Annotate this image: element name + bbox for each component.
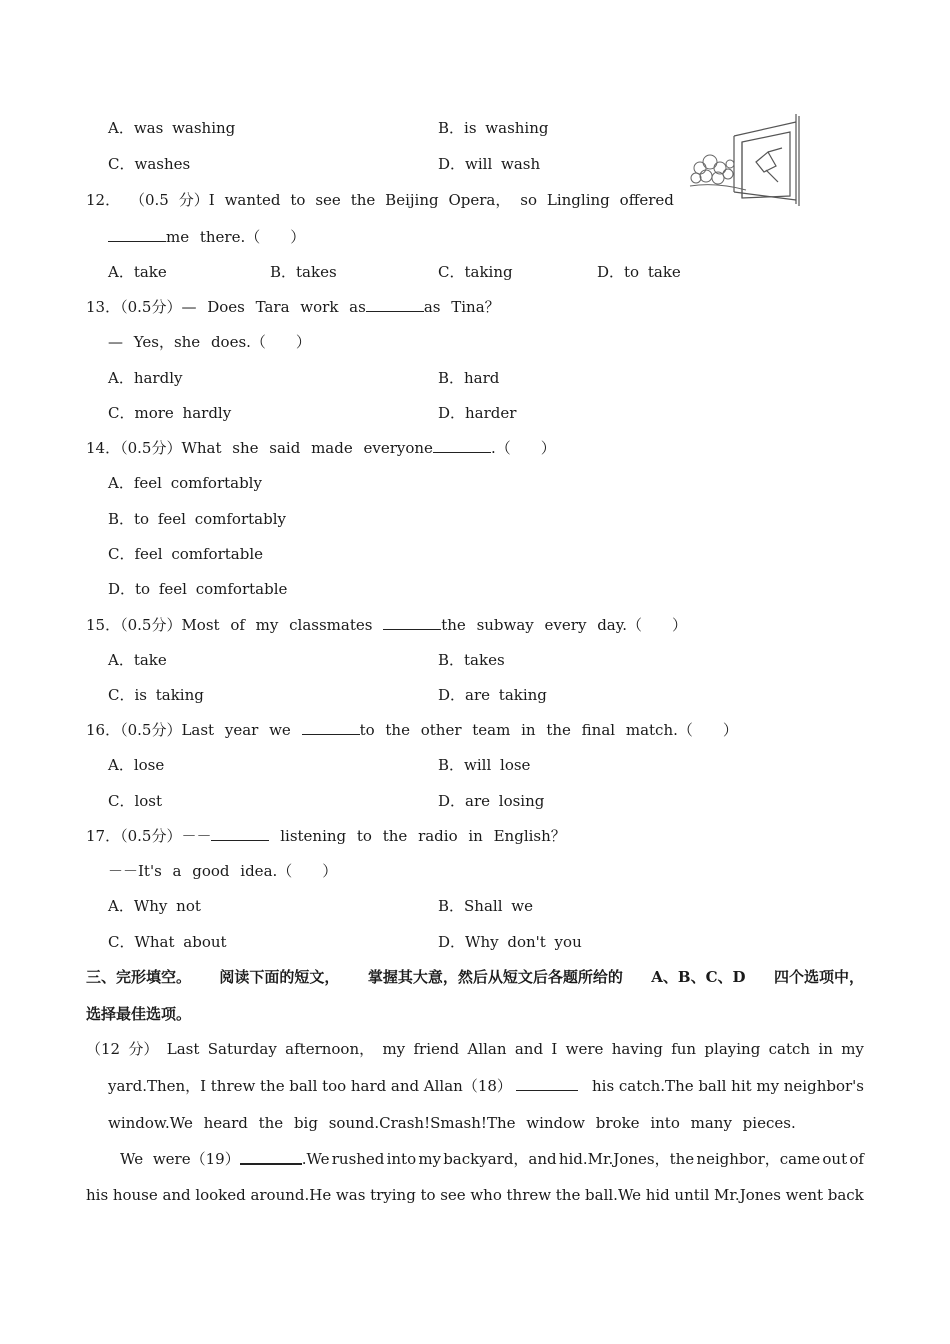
passage-word: Allan — [467, 1040, 507, 1058]
section3-heading-part: A、B、C、D — [651, 968, 746, 986]
q12-word: 分）I — [178, 191, 215, 209]
q15-option-a: A．take — [108, 651, 167, 669]
passage-word: Mr.Jones — [714, 1186, 781, 1204]
passage-word: my — [418, 1150, 442, 1168]
passage-word: yard.Then，I — [108, 1077, 207, 1095]
passage-line — [86, 1185, 864, 1205]
passage-word: my — [382, 1040, 406, 1058]
passage-word: see — [440, 1186, 466, 1204]
passage-word: playing — [704, 1040, 761, 1058]
passage-line: window.We heard the big sound.Crash!Smash!The window broke into many pieces. — [108, 1114, 796, 1132]
passage-word: the — [260, 1077, 285, 1095]
passage-word: .We — [301, 1150, 330, 1168]
passage-word: the — [555, 1186, 581, 1204]
passage-word: catch — [768, 1040, 811, 1058]
passage-word: trying — [370, 1186, 416, 1204]
q17-option-c: C．What about — [108, 933, 227, 951]
passage-word: 分） — [128, 1040, 159, 1058]
section3-heading-line2: 选择最佳选项。 — [86, 1005, 192, 1023]
passage-word: in — [818, 1040, 833, 1058]
q13-option-b: B．hard — [438, 369, 500, 387]
q12-word: offered — [619, 191, 674, 209]
q11-option-b: B．is washing — [438, 119, 549, 137]
q12-word: Beijing — [385, 191, 439, 209]
q15-stem: 15．（0.5分）Most of my classmates the subway every day.（ ） — [86, 616, 687, 634]
passage-word: his — [86, 1186, 109, 1204]
passage-word: and — [162, 1186, 191, 1204]
passage-word: Last — [166, 1040, 200, 1058]
section3-heading-part: 四个选项中， — [773, 968, 864, 986]
q16-option-a: A．lose — [108, 756, 165, 774]
passage-word: hid.Mr.Jones，the — [558, 1150, 695, 1168]
passage-word: until — [674, 1186, 710, 1204]
passage-word: backyard，and — [443, 1150, 557, 1168]
q16-option-d: D．are losing — [438, 792, 545, 810]
passage-word: into — [386, 1150, 417, 1168]
q12-word: to — [290, 191, 306, 209]
section3-heading-part: 阅读下面的短文， — [219, 968, 340, 986]
passage-word: neighbor，came — [696, 1150, 821, 1168]
window-illustration — [686, 112, 802, 208]
passage-word: back — [827, 1186, 864, 1204]
passage-word: too — [322, 1077, 347, 1095]
q14-stem: 14．（0.5分）What she said made everyone .（ ） — [86, 439, 556, 457]
passage-word: threw — [210, 1077, 256, 1095]
passage-word: fun — [671, 1040, 697, 1058]
q13-reply: — Yes，she does.（ ） — [108, 333, 311, 351]
q12-stem-line2: me there.（ ） — [108, 227, 305, 247]
q13-option-d: D．harder — [438, 404, 517, 422]
q13-option-c: C．more hardly — [108, 404, 232, 422]
section3-heading-part: 掌握其大意，然后从短文后各题所给的 — [367, 968, 623, 986]
passage-word: and — [390, 1077, 420, 1095]
passage-word: was — [335, 1186, 366, 1204]
passage-line: We were（19） .We rushed into my backyard，and hid.Mr.Jones，the neighbor，came out of — [120, 1150, 864, 1168]
q12-word: the — [350, 191, 376, 209]
passage-word: were — [565, 1040, 604, 1058]
q12-option-b: B．takes — [270, 263, 337, 281]
passage-word: house — [112, 1186, 158, 1204]
q13-option-a: A．hardly — [108, 369, 183, 387]
passage-word: afternoon， — [285, 1040, 375, 1058]
passage-word: around.He — [250, 1186, 332, 1204]
q12-word: so — [520, 191, 537, 209]
q12-word: see — [315, 191, 341, 209]
passage-word: hit — [731, 1077, 752, 1095]
q17-option-b: B．Shall we — [438, 897, 533, 915]
passage-word: neighbor's — [783, 1077, 864, 1095]
q11-option-a: A．was washing — [108, 119, 236, 137]
q12-option-a: A．take — [108, 263, 167, 281]
q17-stem: 17．（0.5分）－－ listening to the radio in English？ — [86, 827, 566, 845]
passage-line — [86, 1039, 864, 1059]
q12-stem-line1 — [86, 190, 674, 210]
passage-word: hard — [350, 1077, 387, 1095]
passage-word: catch.The — [618, 1077, 694, 1095]
q11-option-c: C．washes — [108, 155, 191, 173]
section3-heading-part: 三、完形填空。 — [86, 968, 192, 986]
passage-word: threw — [506, 1186, 552, 1204]
passage-word: went — [785, 1186, 824, 1204]
q13-stem: 13．（0.5分）— Does Tara work as as Tina？ — [86, 298, 500, 316]
passage-word: out — [822, 1150, 848, 1168]
passage-word: to — [420, 1186, 436, 1204]
q16-option-c: C．lost — [108, 792, 163, 810]
passage-word: my — [841, 1040, 864, 1058]
q12-option-c: C．taking — [438, 263, 513, 281]
q15-option-d: D．are taking — [438, 686, 547, 704]
passage-word: rushed — [331, 1150, 385, 1168]
passage-word: ball.We — [585, 1186, 642, 1204]
q14-option-c: C．feel comfortable — [108, 545, 264, 563]
passage-word: his — [592, 1077, 615, 1095]
passage-word: looked — [195, 1186, 246, 1204]
passage-word: I — [551, 1040, 558, 1058]
q16-option-b: B．will lose — [438, 756, 531, 774]
passage-word: hid — [645, 1186, 670, 1204]
q17-reply: －－It's a good idea.（ ） — [108, 862, 338, 880]
q12-word: （0.5 — [129, 191, 169, 209]
q12-option-d: D．to take — [597, 263, 681, 281]
q14-option-b: B．to feel comfortably — [108, 510, 286, 528]
passage-word: my — [756, 1077, 780, 1095]
q12-word: wanted — [224, 191, 281, 209]
q12-word: Opera， — [448, 191, 511, 209]
q16-stem: 16．（0.5分）Last year we to the other team in the final match.（ ） — [86, 721, 738, 739]
passage-word: （12 — [86, 1040, 121, 1058]
q15-option-b: B．takes — [438, 651, 505, 669]
q17-option-d: D．Why don't you — [438, 933, 582, 951]
passage-word: who — [470, 1186, 502, 1204]
passage-word: Allan（18） — [423, 1077, 512, 1095]
q12-word: 12． — [86, 191, 121, 209]
q14-option-d: D．to feel comfortable — [108, 580, 288, 598]
passage-word: friend — [413, 1040, 460, 1058]
q17-option-a: A．Why not — [108, 897, 201, 915]
passage-word: and — [514, 1040, 544, 1058]
passage-line — [108, 1076, 864, 1096]
passage-word: ball — [698, 1077, 727, 1095]
q15-option-c: C．is taking — [108, 686, 204, 704]
q12-word: Lingling — [546, 191, 610, 209]
q14-option-a: A．feel comfortably — [108, 474, 262, 492]
section3-heading — [86, 967, 864, 987]
passage-word: Saturday — [207, 1040, 277, 1058]
passage-word: ball — [289, 1077, 318, 1095]
q11-option-d: D．will wash — [438, 155, 541, 173]
passage-word: having — [611, 1040, 663, 1058]
passage-word: of — [849, 1150, 864, 1168]
